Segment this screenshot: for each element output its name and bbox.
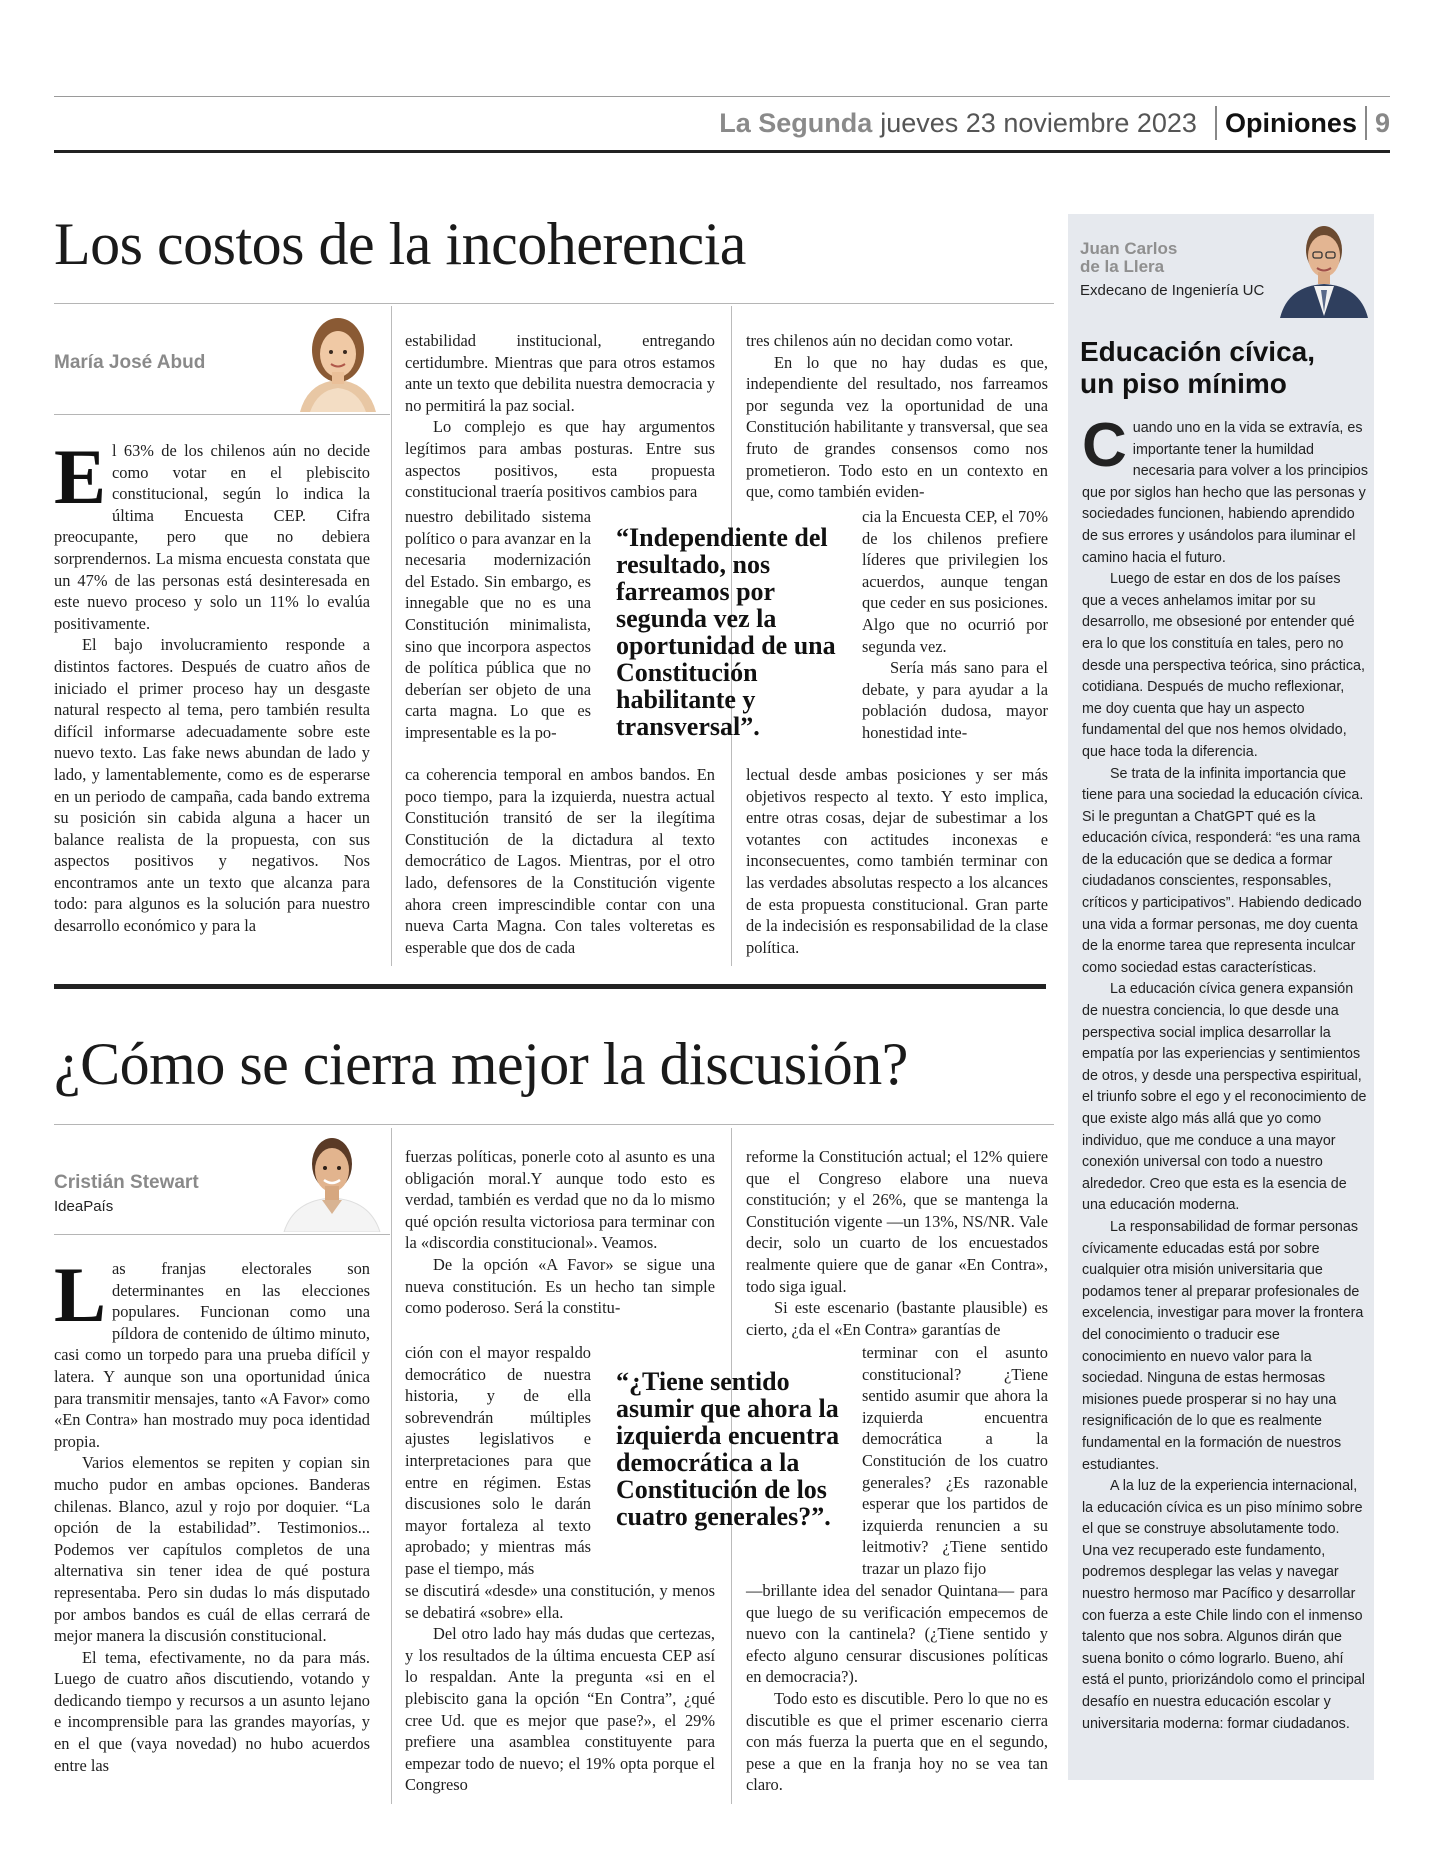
paragraph: Varios elementos se repiten y copian sin mucho pudor en ambas opciones. Banderas chilenas. Blanco, azul y rojo por doquier. “La opción de la estabilidad”. Testimonios... Podemos ver capítulos completos de una alternativa sin tener idea de qué postura representaba. Pero sin dudas lo más disputado por ambos bandos es cuál de ellas cerrará de mejor manera la discusión constitucional. xyxy=(54,1453,370,1646)
paragraph: A la luz de la experiencia internacional, la educación cívica es un piso mínimo sobre el que se construye absolutamente todo. Una vez recuperado este fundamento, podremos desplegar las velas y navegar nuestro hermoso mar Pacífico y desarrollar con fuerza a este Chile lindo con el inmenso talento que nos sobra. Algunos dirán que suena bonito o cómo lograrlo. Bueno, ahí está el punto, priorizándolo como el principal desafío en nuestra educación escolar y universitaria moderna: formar ciudadanos. xyxy=(1082,1478,1365,1732)
paragraph: nuestro debilitado sistema político o para avanzar en la necesaria modernización del Estado. Sin embargo, es innegable que no es una Constitución minimalista, sino que incorpora aspectos de política pública que no deberían ser objeto de una carta magna. Lo que es impresentable es la po- xyxy=(405,507,591,742)
paragraph: Lo complejo es que hay argumentos legítimos para ambas posturas. Entre sus aspectos positivos, esta propuesta constitucional traería positivos cambios para xyxy=(405,417,715,502)
paragraph: estabilidad institucional, entregando certidumbre. Mientras que para otros estamos ante un texto que debilita nuestra democracia y no permitirá la paz social. xyxy=(405,331,715,415)
article2-column-3-bottom xyxy=(746,1580,1048,1796)
article2-column-3-mid xyxy=(862,1342,1048,1580)
article2-column-2-mid xyxy=(405,1342,591,1580)
header-separator xyxy=(1365,106,1367,140)
paragraph: Se trata de la infinita importancia que tiene para una sociedad la educación cívica. Si le preguntan a ChatGPT qué es la educación cívica, responderá: “es una rama de la educación que se dedica a formar ciudadanos conscientes, responsables, críticos y participativos”. Habiendo dedicado una vida a formar personas, me doy cuenta de la enorme tarea que representa inculcar como sociedad estas características. xyxy=(1082,765,1364,976)
sidebar-body xyxy=(1082,411,1369,1735)
paragraph: se discutirá «desde» una constitución, y menos se debatirá «sobre» ella. xyxy=(405,1581,715,1622)
paragraph: ción con el mayor respaldo democrático de nuestra historia, y de ella sobrevendrán múltiples ajustes legislativos e interpretaciones para que entre en régimen. Estas discusiones solo le darán mayor fortaleza al texto aprobado; y mientras más pase el tiempo, más xyxy=(405,1343,591,1578)
paragraph: Luego de estar en dos de los países que a veces anhelamos imitar por su desarrollo, me obsesioné por entender qué era lo que los constituía en tales, pero no desde una perspectiva teórica, sino práctica, cotidiana. Después de mucho reflexionar, me doy cuenta que hay un aspecto fundamental del que nos hemos olvidado, que hace toda la diferencia. xyxy=(1082,571,1365,760)
article2-column-1 xyxy=(54,1251,370,1776)
article1-column-2-bottom xyxy=(405,764,715,958)
sidebar-author xyxy=(1080,240,1177,276)
sidebar-author-photo xyxy=(1276,216,1372,318)
column-divider xyxy=(391,1128,392,1804)
paragraph: La educación cívica genera expansión de nuestra conciencia, lo que desde una perspectiva social implica desarrollar la empatía por las experiencias y sentimientos de otros, y desde una perspectiva espiritual, el triunfo sobre el ego y el reconocimiento de que existe algo más allá que yo como individuo, que me conduce a una mayor conexión universal con todo a nuestro alrededor. Creo que esta es la esencia de una educación moderna. xyxy=(1082,981,1367,1214)
paragraph: reforme la Constitución actual; el 12% quiere que el Congreso elabore una nueva constitución; y el 26%, que se mantenga la Constitución vigente —un 13%, NS/NR. Vale decir, solo un cuarto de los encuestados realmente quiere que de ganar «En Contra», todo siga igual. xyxy=(746,1147,1048,1296)
article1-pull-quote: “Independiente del resultado, nos farreamos por segunda vez la oportunidad de una Constitución habilitante y transversal”. xyxy=(616,523,836,741)
page-number: 9 xyxy=(1374,107,1390,138)
author-portrait-icon xyxy=(288,308,388,412)
paragraph: La responsabilidad de formar personas cívicamente educadas está por sobre cualquier otra misión universitaria que podamos tener al preparar profesionales de excelencia, investigar para mover la frontera del conocimiento o traducir ese conocimiento en nuevo valor para la sociedad. Ninguna de estas hermosas misiones puede prosperar si no hay una resignificación de lo que es realmente fundamental en la formación de nuestros estudiantes. xyxy=(1082,1218,1364,1473)
article1-column-3-mid xyxy=(862,506,1048,744)
article2-author-photo xyxy=(276,1128,388,1232)
article2-column-2-bottom xyxy=(405,1580,715,1796)
paragraph: cia la Encuesta CEP, el 70% de los chilenos prefiere líderes que privilegien los acuerdos, aunque tengan que ceder en sus posiciones. Algo que no ocurrió por segunda vez. xyxy=(862,507,1048,656)
article1-column-2-mid xyxy=(405,506,591,744)
article1-column-3-top xyxy=(746,330,1048,503)
article1-column-1 xyxy=(54,433,370,937)
article1-column-2-top xyxy=(405,330,715,503)
drop-cap: L xyxy=(54,1251,107,1338)
paragraph: El bajo involucramiento responde a distintos factores. Después de cuatro años de iniciado el primer proceso hay un desgaste natural respecto al tema, pero también resulta difícil informarse adecuadamente sobre este nuevo texto. Las fake news abundan de lado y lado, y lamentablemente, como es de esperarse en un periodo de campaña, cada bando extrema su posición sin cabida alguna a hacer un balance realista de la propuesta, con sus aspectos positivos y negativos. Nos encontramos ante un texto que alcanza para todo: para algunos es la solución para nuestro desarrollo económico y para la xyxy=(54,635,370,936)
paragraph: uando uno en la vida se extravía, es importante tener la humildad necesaria para volver a los principios que por siglos han hecho que las personas y sociedades funcionen, habiendo aprendido de sus errores y usándolos para iluminar el camino hacia el futuro. xyxy=(1082,420,1369,566)
author-portrait-icon xyxy=(276,1128,388,1232)
article2-column-3-top xyxy=(746,1146,1048,1340)
paragraph: as franjas electorales son determinantes en las elecciones populares. Funcionan como una píldora de contenido de último minuto, casi como un torpedo para una prueba difícil y latera. Y aunque son una oportunidad única para transmitir mensajes, tanto «A Favor» como «En Contra» han mostrado muy poca identidad propia. xyxy=(54,1259,370,1451)
article2-author: Cristián Stewart xyxy=(54,1172,199,1193)
sidebar-author-last: de la Llera xyxy=(1080,257,1165,276)
article1-author: María José Abud xyxy=(54,352,206,373)
article-separator-rule xyxy=(54,984,1046,989)
paragraph: Si este escenario (bastante plausible) es cierto, ¿da el «En Contra» garantías de xyxy=(746,1298,1048,1339)
article2-pull-quote: “¿Tiene sentido asumir que ahora la izquierda encuentra democrática a la Constitución de los cuatro generales?”. xyxy=(616,1367,840,1531)
header-top-rule xyxy=(54,96,1390,97)
paragraph: terminar con el asunto constitucional? ¿Tiene sentido asumir que ahora la izquierda encuentra democrática a la Constitución de los cuatro generales? ¿Es razonable esperar que los partidos de izquierda renuncien a su leitmotiv? ¿Tiene sentido trazar un plazo fijo xyxy=(862,1343,1048,1578)
paragraph: Sería más sano para el debate, y para ayudar a la población dudosa, mayor honestidad inte- xyxy=(862,658,1048,742)
article1-column-3-bottom xyxy=(746,764,1048,958)
paragraph: En lo que no hay dudas es que, independiente del resultado, nos farreamos por segunda vez la oportunidad de una Constitución habilitante y transversal, que sea fruto de grandes consensos como nos prometieron. Todo esto en un contexto en que, como también eviden- xyxy=(746,352,1048,502)
page-header xyxy=(54,98,1390,148)
paragraph: De la opción «A Favor» se sigue una nueva constitución. Es un hecho tan simple como poderoso. Será la constitu- xyxy=(405,1254,715,1318)
paragraph: Todo esto es discutible. Pero lo que no es discutible es que el primer escenario cierra con más fuerza la puerta que en el segundo, pese a que en la franja hoy no se vea tan claro. xyxy=(746,1688,1048,1795)
issue-date: jueves 23 noviembre 2023 xyxy=(880,107,1197,138)
paragraph: tres chilenos aún no decidan como votar. xyxy=(746,331,1014,350)
header-separator xyxy=(1215,106,1217,140)
author-portrait-icon xyxy=(1276,216,1372,318)
article1-author-photo xyxy=(288,308,388,412)
article1-title-rule xyxy=(54,303,1054,304)
paragraph: Del otro lado hay más dudas que certezas, y los resultados de la última encuesta CEP así lo respaldan. Ante la pregunta «si en el plebiscito gana la opción “En Contra”, ¿qué cree Ud. que es mejor que pase?», el 29% prefiere una asamblea constituyente para empezar todo de nuevo; el 19% opta porque el Congreso xyxy=(405,1624,715,1795)
sidebar-author-affiliation: Exdecano de Ingeniería UC xyxy=(1080,282,1265,299)
publication-name: La Segunda xyxy=(719,107,873,138)
sidebar-author-first: Juan Carlos xyxy=(1080,239,1178,258)
sidebar-title-line: Educación cívica, xyxy=(1080,336,1315,367)
sidebar-title xyxy=(1080,336,1370,400)
drop-cap: E xyxy=(54,433,107,520)
article2-byline-rule xyxy=(54,1234,390,1235)
header-bottom-rule xyxy=(54,150,1390,153)
paragraph: lectual desde ambas posiciones y ser más objetivos respecto al texto. Y esto implica, entre otras cosas, dejar de subestimar a los votantes con actitudes inconexas e inconsecuentes, como también terminar con las verdades absolutas respecto a los alcances de esta propuesta constitucional. Gran parte de la indecisión es responsabilidad de la clase política. xyxy=(746,765,1048,957)
paragraph: —brillante idea del senador Quintana— para que luego de su verificación empecemos de nuevo con la cantinela? (¿Tiene sentido y efecto alguno censurar discusiones políticas en democracia?). xyxy=(746,1581,1048,1687)
article1-byline-rule xyxy=(54,414,390,415)
section-name: Opiniones xyxy=(1224,107,1357,138)
paragraph: fuerzas políticas, ponerle coto al asunto es una obligación moral.Y aunque todo esto es verdad, también es verdad que no da lo mismo qué opción resulta victoriosa para terminar con la «discordia constitucional». Veamos. xyxy=(405,1147,715,1253)
paragraph: l 63% de los chilenos aún no decide como votar en el plebiscito constitucional, según lo indica la última Encuesta CEP. Cifra preocupante, pero que no debiera sorprendernos. La misma encuesta constata que un 47% de las personas está desinteresada en este nuevo proceso y solo un 11% lo evalúa positivamente. xyxy=(54,441,370,633)
article2-title-rule xyxy=(54,1124,1054,1125)
sidebar-title-line: un piso mínimo xyxy=(1080,368,1287,399)
article2-column-2-top xyxy=(405,1146,715,1319)
paragraph: ca coherencia temporal en ambos bandos. En poco tiempo, para la izquierda, nuestra actual Constitución transitó de ser la ilegítima Constitución de la dictadura al texto democrático de Lagos. Mientras, por el otro lado, defensores de la Constitución vigente ahora creen imprescindible contar con una nueva Carta Magna. Con tales volteretas es esperable que dos de cada xyxy=(405,765,715,957)
article2-author-affiliation: IdeaPaís xyxy=(54,1198,114,1215)
article2-title: ¿Cómo se cierra mejor la discusión? xyxy=(54,1031,908,1097)
drop-cap: C xyxy=(1082,411,1127,480)
paragraph: El tema, efectivamente, no da para más. Luego de cuatro años discutiendo, votando y dedicando tiempo y recursos a un asunto lejano e incomprensible para las grandes mayorías, y en el que (vaya novedad) no hubo acuerdos entre las xyxy=(54,1647,370,1775)
column-divider xyxy=(391,306,392,966)
article1-title: Los costos de la incoherencia xyxy=(54,211,746,277)
